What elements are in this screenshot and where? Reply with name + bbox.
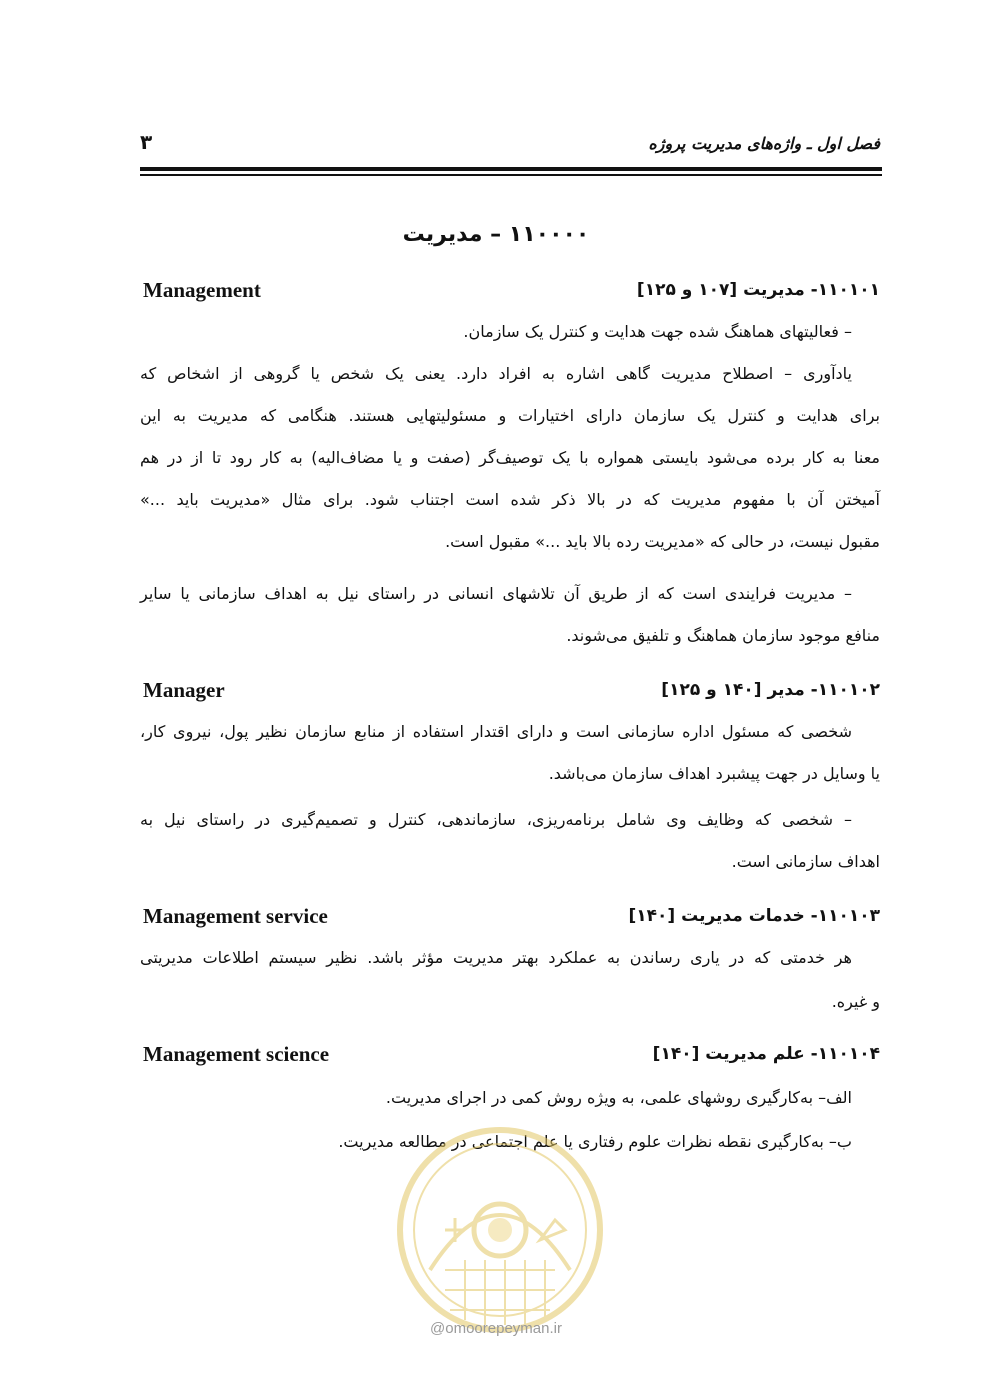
definition-line: – فعالیتهای هماهنگ شده جهت هدایت و کنترل یک سازمان. — [463, 322, 852, 341]
term-english: Management science — [143, 1042, 330, 1066]
definition-line: – شخصی که وظایف وی شامل برنامه‌ریزی، سازماندهی، کنترل و تصمیم‌گیری در راستای نیل به — [140, 810, 852, 829]
header-rule-thin — [140, 174, 882, 176]
watermark-text: @omoorepeyman.ir — [430, 1320, 562, 1337]
term-english: Management — [143, 278, 261, 302]
definition-line: اهداف سازمانی است. — [731, 852, 880, 871]
definition-line: منافع موجود سازمان هماهنگ و تلفیق می‌شوند. — [566, 626, 880, 645]
term-heading: ۱۱۰۱۰۴- علم مدیریت [۱۴۰] — [652, 1044, 880, 1064]
term-heading: ۱۱۰۱۰۲- مدیر [۱۴۰ و ۱۲۵] — [661, 680, 880, 700]
term-heading: ۱۱۰۱۰۱- مدیریت [۱۰۷ و ۱۲۵] — [636, 280, 880, 300]
definition-line: شخصی که مسئول اداره سازمانی است و دارای اقتدار استفاده از منابع سازمان نظیر پول، نیروی کار، — [140, 722, 852, 741]
definition-line: هر خدمتی که در یاری رساندن به عملکرد بهتر مدیریت مؤثر باشد. نظیر سیستم اطلاعات مدیریتی — [140, 948, 852, 967]
page-number: ۳ — [140, 130, 153, 154]
term-heading: ۱۱۰۱۰۳- خدمات مدیریت [۱۴۰] — [628, 906, 880, 926]
definition-line: الف– به‌کارگیری روشهای علمی، به ویژه روش کمی در اجرای مدیریت. — [385, 1088, 852, 1107]
definition-line: – مدیریت فرایندی است که از طریق آن تلاشهای انسانی در راستای نیل به اهداف سازمانی یا سایر — [140, 584, 852, 603]
definition-line: معنا به کار برده می‌شود بایستی همواره با یک توصیف‌گر (صفت و یا مضاف‌الیه) به کار رود تا از در هم — [140, 448, 880, 467]
watermark-logo — [390, 1120, 610, 1340]
definition-line: مقبول نیست، در حالی که «مدیریت رده بالا باید ...» مقبول است. — [445, 532, 880, 551]
chapter-title: فصل اول ـ واژه‌های مدیریت پروژه — [648, 134, 880, 153]
term-english: Management service — [143, 904, 328, 928]
definition-line: برای هدایت و کنترل یک سازمان دارای اختیارات و مسئولیتهایی هستند. هنگامی که مدیریت به این — [140, 406, 880, 425]
definition-line: یادآوری – اصطلاح مدیریت گاهی اشاره به افراد دارد. یعنی یک شخص یا گروهی از اشخاص که — [140, 364, 852, 383]
definition-line: یا وسایل در جهت پیشبرد اهداف سازمان می‌باشد. — [548, 764, 880, 783]
definition-line: ب– به‌کارگیری نقطه نظرات علوم رفتاری یا علم اجتماعی در مطالعه مدیریت. — [338, 1132, 852, 1151]
definition-line: آمیختن آن با مفهوم مدیریت که در بالا ذکر شده است اجتناب شود. برای مثال «مدیریت باید ...» — [140, 490, 880, 509]
definition-line: و غیره. — [831, 992, 880, 1011]
header-rule-thick — [140, 167, 882, 171]
section-title: ۱۱۰۰۰۰ – مدیریت — [402, 222, 590, 247]
term-english: Manager — [143, 678, 225, 702]
